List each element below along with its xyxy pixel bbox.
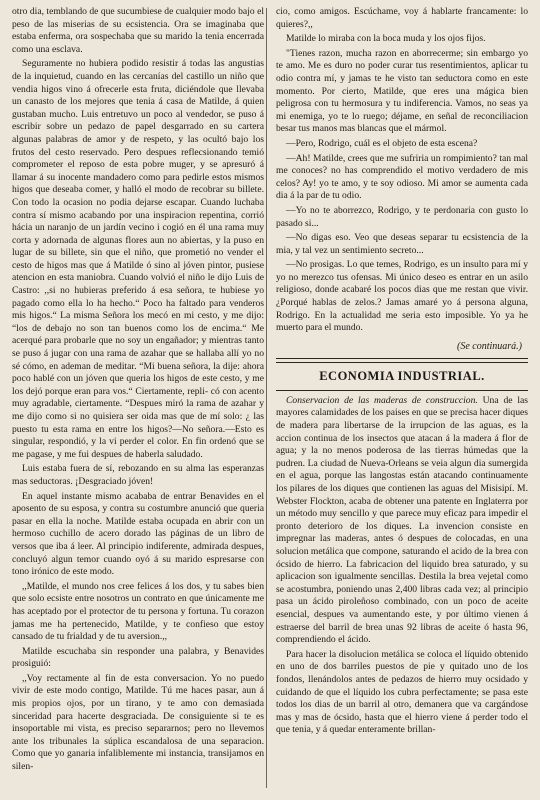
paragraph: "Tienes razon, mucha razon en aborrecerme; sin embargo yo te amo. Me es duro no poder curar tus resentimientos, aplicar tu odio contra mí, y jamas te he visto tan seductora como en este momento. Por cierto, Matilde, que eres una mágica bien peligrosa con tu hermosura y tu indiferencia. Vamos, no seas ya mi enemiga, yo te lo ruego; déjame, en señal de reconciliacion besar tus manos mas blancas que el mármol.: [276, 47, 528, 135]
paragraph: Seguramente no hubiera podido resistir á todas las angustias de la inquietud, cuando en las cercanías del castillo un niño que vendia higos vino á ofrecerle esta fruta, diciéndole que llevaba un canasto de los mejores que tenia á casa de Matilde, á quien gustaban mucho. Luis entretuvo un poco al vendedor, se puso á escribir sobre un pedazo de papel desgarrado en su cartera algunas palabras de amor y de respeto, y las ocultó bajo los frutos del cesto reservado. Pero despues reflecsionando temió comprometer el reposo de esta pobre muger, y se apresuró á llamar á su inocente mandadero como para pedirle estos mismos higos que deseaba comer, y halló el modo de recobrar su billete. Con todo la ocasion no podia dejarse escapar. Cuando luchaba contra sí mismo acabando por una inspiracion repentina, corrió hácia un naranjo de un jardín vecino i cogió en él una rama muy corta y adornada de algunas flores aun no abiertas, y la puso en lugar de su billete, sin que el niño, que prometió no vender el cesto de higos mas que á Matilde ó sino al jóven pintor, pusiese atencion en esta maniobra. Cuando volvió el niño le dijo Luis de Castro: ,,si no hubieras preferido á esa señora, te hubiese yo pagado como ella lo ha hecho.“ Poco ha faltado para venderos mis higos.“ La misma Señora los mecó en mi cesto, y me dijo: “los de debajo no son tan buenos como los de encima.“ Me acerqué para probarle que no soy un engañador; y mientras tanto se puso á jugar con una rama de azahar que se hallaba allí yo no sé cómo, en ademan de meditar. “Mi buena señora, la dije: ahora poco hablé con un jóven que queria los higos de este cesto, y me los dejó porque eran para vos.“ Ciertamente, repli- có con acento muy agradable, ciertamente. “Despues miró la rama de azahar y me dijo como si no quisiera ser oida mas que de mí solo: ¿ las puesto tu esta rama en entre los higos?—No señora.—Esto es singular, respondió, y la vi perder el color. En fin ordenó que se me pagase, y me fui despues de haberla saludado.: [12, 58, 264, 460]
paragraph: Matilde escuchaba sin responder una palabra, y Benavides prosiguió:: [12, 645, 264, 670]
paragraph: —Ah! Matilde, crees que me sufriria un rompimiento? tan mal me conoces? no has comprendido el motivo verdadero de mis celos? Ay! yo te amo, y te soy odioso. Mi amor se aumenta cada dia á la par de tu odio.: [276, 152, 528, 202]
section-title: ECONOMIA INDUSTRIAL.: [319, 368, 485, 383]
to-be-continued: (Se continuará.): [457, 340, 522, 352]
section-rule: [276, 358, 528, 363]
paragraph: cio, como amigos. Escúchame, voy á hablarte francamente: lo quieres?,,: [276, 6, 528, 30]
paragraph: —Pero, Rodrigo, cuál es el objeto de esta escena?: [286, 137, 478, 149]
article-text: Una de las mayores calamidades de los paises en que se precisa hacer diques de madera para libertarse de la irrupcion de las aguas, es la accion continua de los insectos que atacan á la madera á flor de agua; y la no menos poderosa de las tierras húmedas que la pudren. La ciudad de Nueva-Orleans se veia algun dia sumergida en el agua, porque las langostas están atacando continuamente los pilares de los diques que contienen las aguas del Misisipí. M. Webster Flockton, acaba de obtener una patente en Inglaterra por un método muy sencillo y que parece muy eficaz para impedir el pronto deterioro de los diques. La invencion consiste en impregnar las maderas, antes ó despues de colocadas, en una solucion metálica que compone, saturando el acido de la brea con ócsido de hierro. La fabricacion del liquido brea saturado, y su aplicacion son igualmente sencillas. Destila la brea vejetal como se acostumbra, poniendo unas 2,400 libras cada vez; al principio pasa un ácido piroleñoso combinado, con un poco de aceite esencial, despues va aumentando este, y por último vienen á estraerse del barril de brea unas 92 libras de aceite ó hasta 96, comprendiendo el ácido.: [276, 394, 528, 646]
paragraph: —No digas eso. Veo que deseas separar tu ecsistencia de la mia, y tal vez un sentimiento secreto...: [276, 232, 528, 256]
paragraph: —No prosigas. Lo que temes, Rodrigo, es un insulto para mí y yo no merezco tus ofensas. Mi único deseo es entrar en un asilo religioso, donde acabaré los pocos dias que me restan que vivir. ¿Porqué hablas de zelos.? Jamas amaré yo á persona alguna, Rodrigo. En la actualidad me seria esto imposible. Yo ya he muerto para el mundo.: [276, 259, 528, 334]
left-column: [12, 6, 264, 776]
paragraph: otro dia, temblando de que sucumbiese de cualquier modo bajo el peso de las miserias de su ecsistencia. Ora se imaginaba que estaba enferma, ora sospechaba que su marido la tenia encerrada como una esclava.: [12, 6, 264, 55]
column-divider: [266, 8, 267, 788]
right-column: [276, 6, 528, 739]
paragraph: En aquel instante mismo acababa de entrar Benavides en el aposento de su esposa, y contra su costumbre anunció que queria pasar en ella la noche. Matilde estaba ocupada en abrir con un hermoso cuchillo de acero dorado las páginas de un libro de versos que iba á leer. Al principio indiferente, admirada despues, concluyó algun temor cuando oyó á su marido espresarse con tono irónico de este modo.: [12, 490, 264, 578]
paragraph: —Yo no te aborrezco, Rodrigo, y te perdonaria con gusto lo pasado si...: [276, 204, 528, 229]
paragraph: Matilde lo miraba con la boca muda y los ojos fijos.: [286, 33, 486, 45]
section-rule: [276, 390, 528, 391]
article-subhead: Conservacion de las maderas de construccion.: [286, 394, 478, 406]
article-paragraph: Para hacer la disolucion metálica se coloca el líquido obtenido en uno de dos barriles puestos de pie y quitado uno de los fondos, llenándolos antes de pedazos de hierro muy ocsidado y cuidando de que el líquido los cubra perfectamente; se pasa este todos los dias de un barril al otro, demanera que va cargándose mas y mas de ócsido, hasta que el hierro viene á perder todo el que tenia, y á quedar enteramente brillan-: [276, 648, 528, 736]
article-paragraph: [276, 395, 528, 647]
paragraph: ,,Matilde, el mundo nos cree felices á los dos, y tu sabes bien que solo ecsiste entre nosotros un contrato en que únicamente me has aceptado por el protector de tu persona y fortuna. Tu corazon jamas me ha pertenecido, Matilde, y te confieso que estoy cansado de tu frialdad y de tu aversion.,,: [12, 580, 264, 643]
paragraph: Luis estaba fuera de sí, rebozando en su alma las esperanzas mas seductoras. ¡Desgraciado jóven!: [12, 463, 264, 487]
paragraph: ,,Voy rectamente al fin de esta conversacion. Yo no puedo vivir de este modo contigo, Matilde. Tú me haces pasar, aun á mis propios ojos, por un tirano, y te amo con demasiada sinceridad para hacerte desgraciada. De consiguiente si te es insoportable mi vista, es preciso separarnos; pero no llevemos ante los tribunales la súplica escandalosa de una separacion. Como que yo ganaria infaliblemente mi instancia, transijamos en silen-: [12, 672, 264, 773]
